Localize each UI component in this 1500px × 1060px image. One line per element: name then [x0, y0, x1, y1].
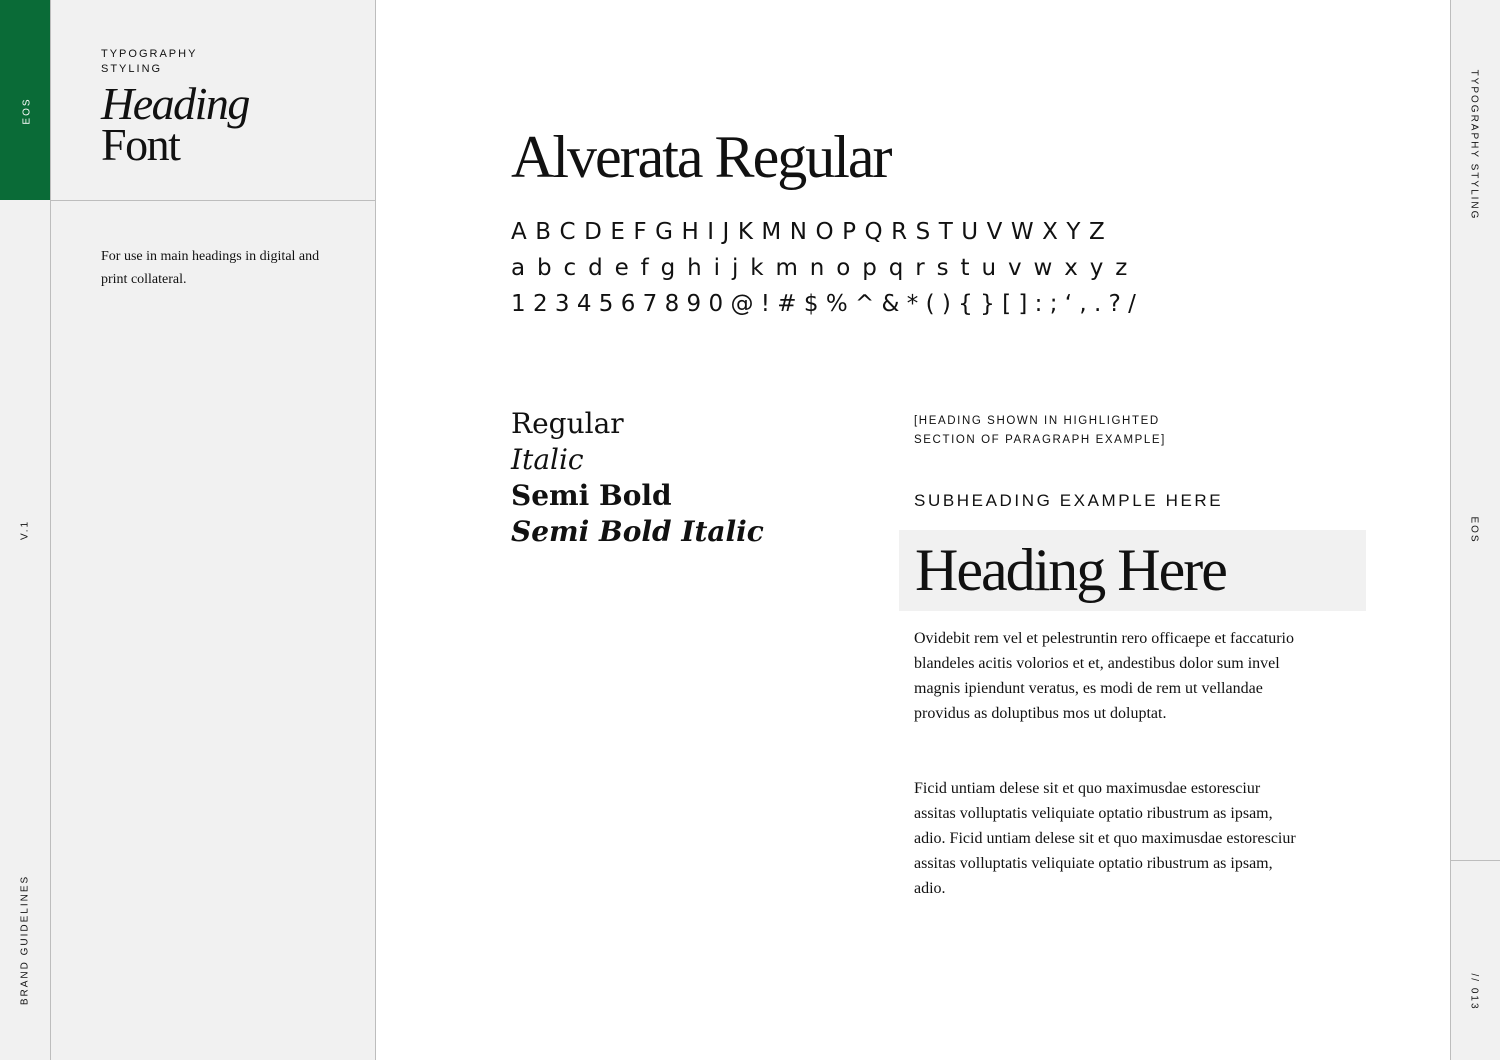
- section-eyebrow: [101, 47, 197, 77]
- eyebrow-line: STYLING: [101, 63, 163, 75]
- rail-divider: [1451, 860, 1500, 861]
- left-rail: [0, 0, 51, 1060]
- uppercase-glyphs: A B C D E F G H I J K M N O P Q R S T U V W X Y Z: [511, 219, 1106, 245]
- note-line: [HEADING SHOWN IN HIGHLIGHTED: [914, 415, 1160, 427]
- panel-title-regular: Font: [101, 119, 180, 170]
- panel-title-italic: Heading: [101, 78, 249, 129]
- page-number: // 013: [1468, 973, 1480, 1011]
- lowercase-glyphs: a b c d e f g h i j k m n o p q r s t u v w x y z: [511, 255, 1130, 281]
- panel-description: For use in main headings in digital and print collateral.: [101, 249, 320, 287]
- brand-guidelines-label: BRAND GUIDELINES: [19, 874, 31, 1006]
- font-name: Alverata Regular: [511, 124, 891, 190]
- example-note: [914, 412, 1166, 450]
- weight-italic: Italic: [511, 443, 584, 476]
- rail-brand-label: EOS: [21, 97, 33, 125]
- heading-highlight: [899, 530, 1366, 611]
- weight-semibold-italic: Semi Bold Italic: [511, 515, 764, 548]
- subheading-example: SUBHEADING EXAMPLE HERE: [914, 491, 1224, 510]
- eyebrow-line: TYPOGRAPHY: [101, 48, 198, 60]
- panel-divider: [51, 200, 375, 201]
- heading-example: Heading Here: [915, 537, 1226, 603]
- paragraph-example: Ficid untiam delese sit et quo maximusdae estoresciur assitas volluptatis veliquiate optatio ribustrum as ipsam, adio. Ficid untiam delese sit et quo maximusdae estoresciur assitas volluptatis veliquiate optatio ribustrum as ipsam, adio.: [914, 780, 1296, 897]
- weights-list: [511, 406, 764, 550]
- rail-brand-label-right: EOS: [1468, 516, 1480, 544]
- paragraph-example: Ovidebit rem vel et pelestruntin rero officaepe et faccaturio blandeles acitis volorios et et, andestibus dolor sum invel magnis ipiendunt veratus, es modi de rem ut vellandae providus as doluptibus mos ut doluptat.: [914, 630, 1294, 722]
- panel-title: [101, 78, 249, 170]
- weight-regular: Regular: [511, 407, 624, 440]
- side-panel: [51, 0, 376, 1060]
- weight-semibold: Semi Bold: [511, 479, 672, 512]
- note-line: SECTION OF PARAGRAPH EXAMPLE]: [914, 434, 1166, 446]
- numerals-symbols-glyphs: 1 2 3 4 5 6 7 8 9 0 @ ! # $ % ^ & * ( ) { } [ ] : ; ‘ , . ? /: [511, 291, 1136, 317]
- version-label: V.1: [19, 519, 31, 541]
- right-rail: [1450, 0, 1500, 1060]
- section-label: TYPOGRAPHY STYLING: [1468, 69, 1480, 221]
